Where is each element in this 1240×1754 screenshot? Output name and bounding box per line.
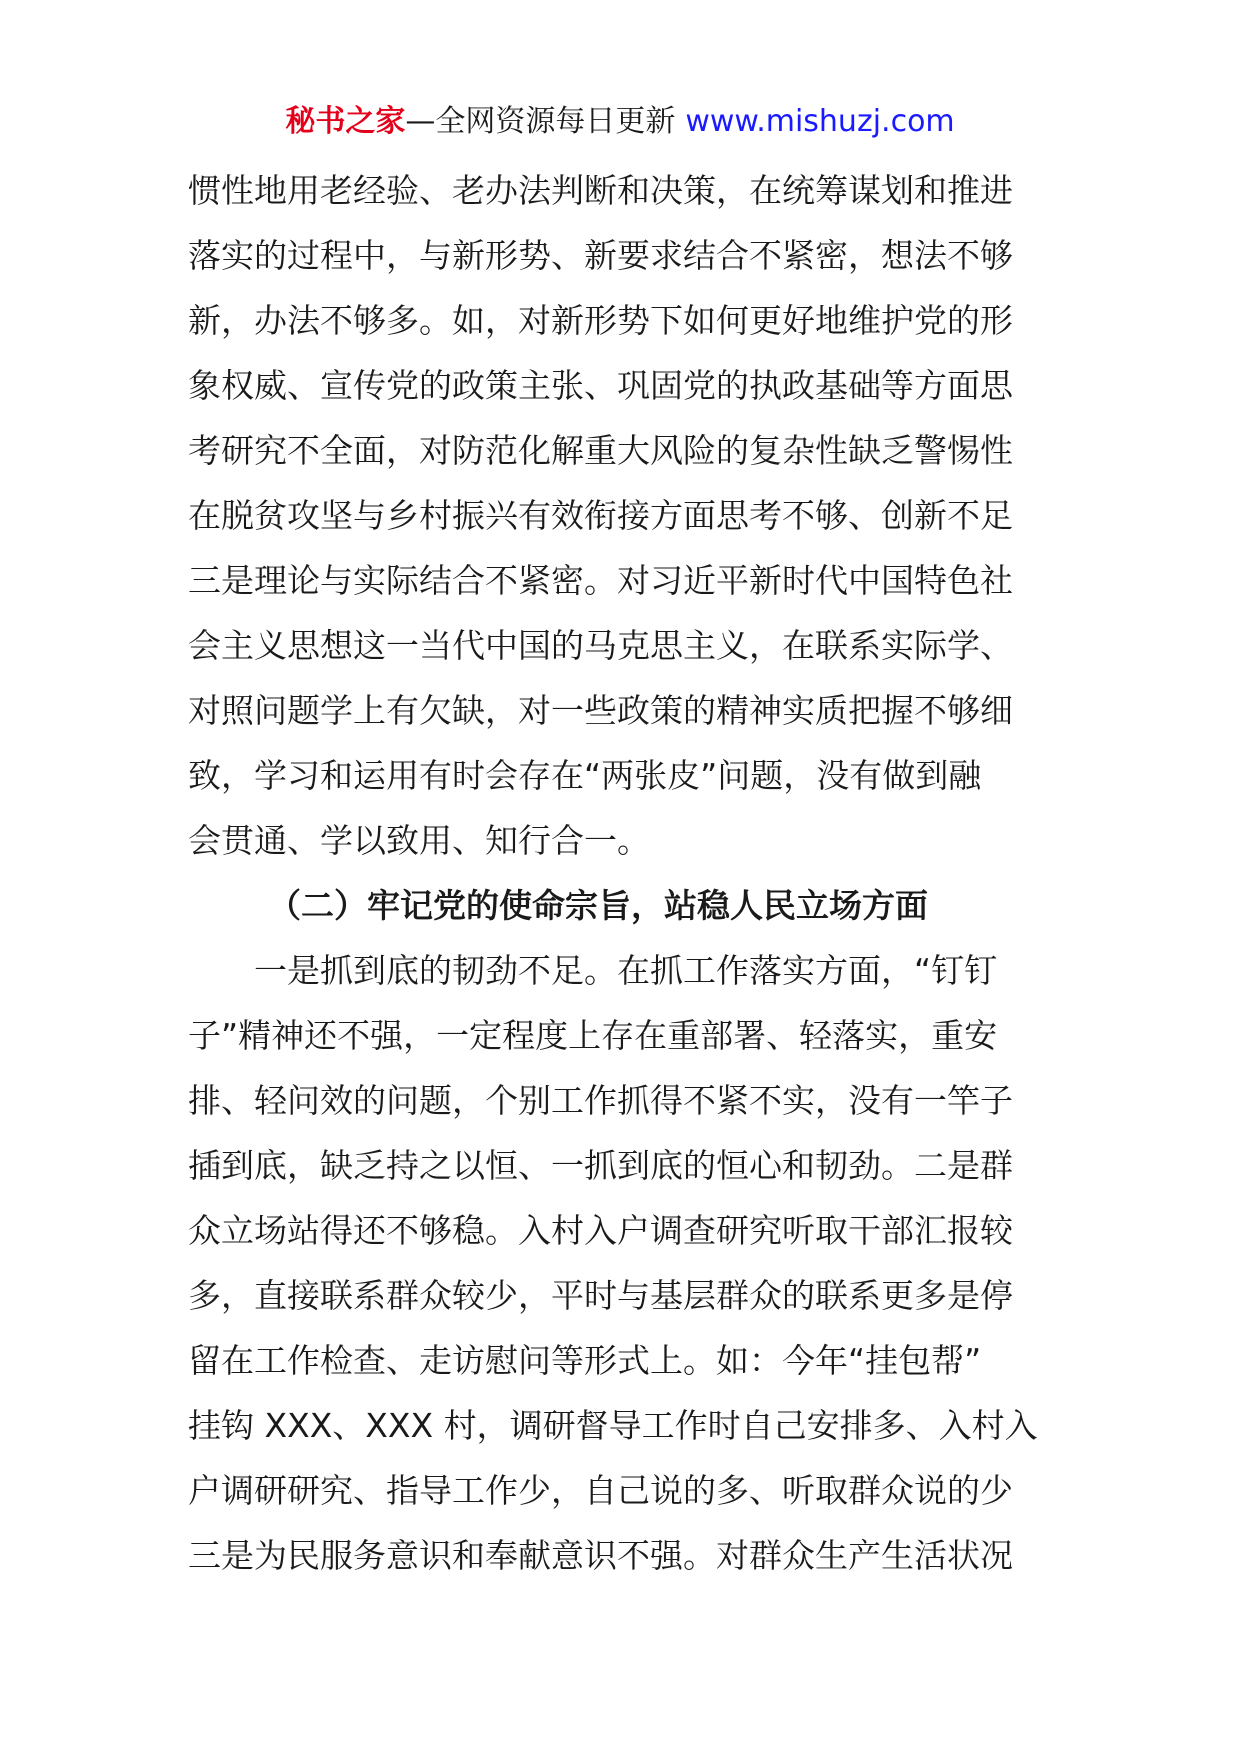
body-line: 致，学习和运用有时会存在“两张皮”问题，没有做到融 — [188, 756, 982, 795]
body-line: 惯性地用老经验、老办法判断和决策，在统筹谋划和推进 — [188, 171, 1013, 210]
body-line: 考研究不全面，对防范化解重大风险的复杂性缺乏警惕性 — [188, 431, 1013, 470]
body-line: 户调研研究、指导工作少，自己说的多、听取群众说的少 — [188, 1471, 1013, 1510]
site-url-link[interactable]: www.mishuzj.com — [685, 104, 955, 139]
site-brand: 秘书之家 — [285, 104, 406, 139]
body-line: 象权威、宣传党的政策主张、巩固党的执政基础等方面思 — [188, 366, 1013, 405]
body-line: 在脱贫攻坚与乡村振兴有效衔接方面思考不够、创新不足 — [188, 496, 1013, 535]
document-body — [188, 158, 1058, 1588]
body-line: 新，办法不够多。如，对新形势下如何更好地维护党的形 — [188, 301, 1013, 340]
body-line: 挂钩 XXX、XXX 村，调研督导工作时自己安排多、入村入 — [188, 1406, 1038, 1445]
body-line: 插到底，缺乏持之以恒、一抓到底的恒心和韧劲。二是群 — [188, 1146, 1013, 1185]
body-line: 子”精神还不强，一定程度上存在重部署、轻落实，重安 — [188, 1016, 998, 1055]
body-line: 留在工作检查、走访慰问等形式上。如：今年“挂包帮” — [188, 1341, 982, 1380]
section-heading: （二）牢记党的使命宗旨，站稳人民立场方面 — [268, 886, 928, 925]
paragraph-first-line: 一是抓到底的韧劲不足。在抓工作落实方面，“钉钉 — [254, 951, 998, 990]
body-line: 多，直接联系群众较少，平时与基层群众的联系更多是停 — [188, 1276, 1013, 1315]
body-line: 会主义思想这一当代中国的马克思主义，在联系实际学、 — [188, 626, 1013, 665]
body-line: 三是为民服务意识和奉献意识不强。对群众生产生活状况 — [188, 1536, 1013, 1575]
body-line: 会贯通、学以致用、知行合一。 — [188, 821, 650, 860]
body-line: 三是理论与实际结合不紧密。对习近平新时代中国特色社 — [188, 561, 1013, 600]
body-line: 落实的过程中，与新形势、新要求结合不紧密，想法不够 — [188, 236, 1013, 275]
body-line: 对照问题学上有欠缺，对一些政策的精神实质把握不够细 — [188, 691, 1013, 730]
site-header — [0, 100, 1240, 144]
body-line: 众立场站得还不够稳。入村入户调查研究听取干部汇报较 — [188, 1211, 1013, 1250]
site-slogan: —全网资源每日更新 — [405, 104, 676, 139]
body-line: 排、轻问效的问题，个别工作抓得不紧不实，没有一竿子 — [188, 1081, 1013, 1120]
